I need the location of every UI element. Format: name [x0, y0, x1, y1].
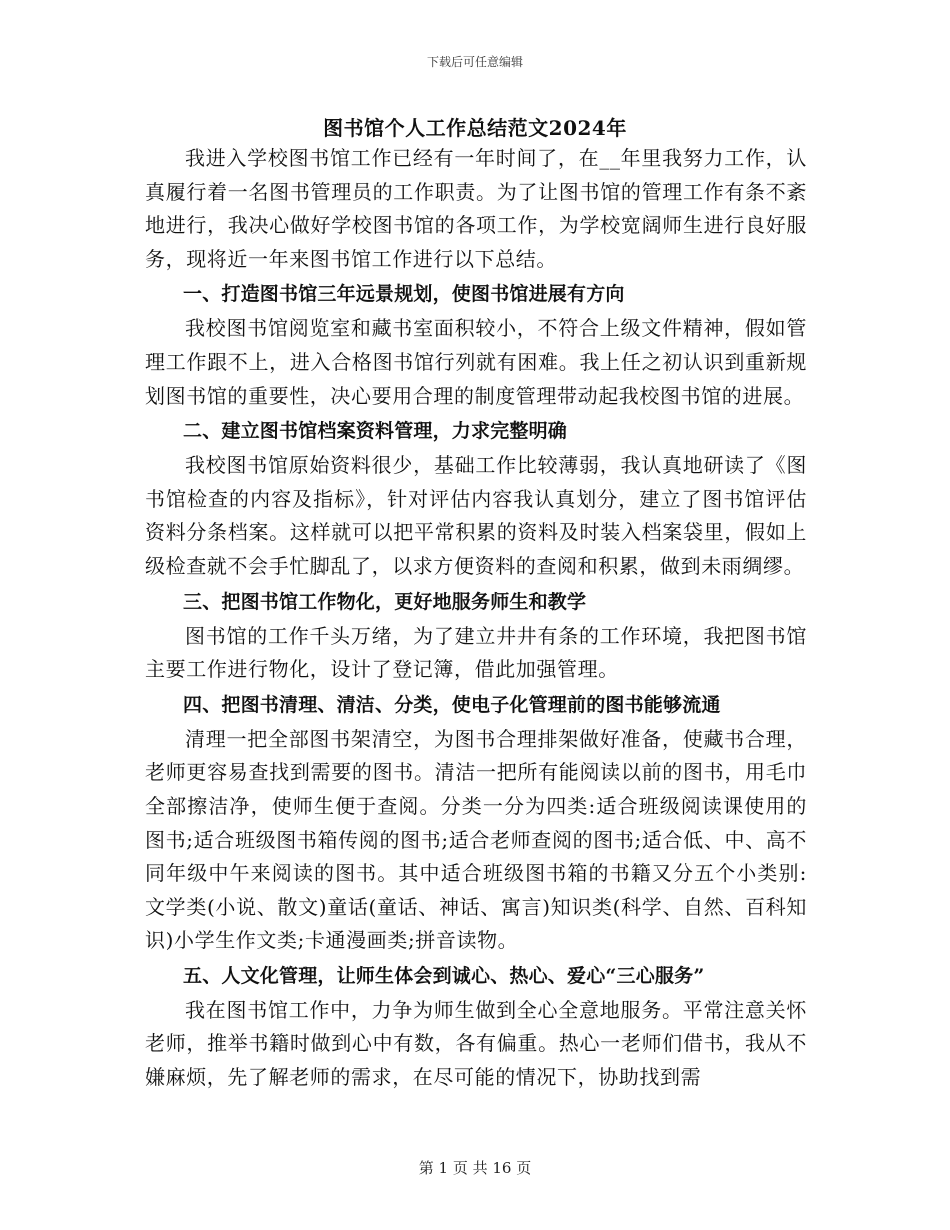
header-note: 下载后可任意编辑: [426, 55, 523, 69]
section-heading-1: 一、打造图书馆三年远景规划，使图书馆进展有方向: [183, 283, 625, 306]
document-body: [145, 142, 807, 1095]
section-heading-5: 五、人文化管理，让师生体会到诚心、热心、爱心“三心服务”: [183, 964, 705, 987]
intro-paragraph: 我进入学校图书馆工作已经有一年时间了，在__年里我努力工作，认真履行着一名图书管理员的工作职责。为了让图书馆的管理工作有条不紊地进行，我决心做好学校图书馆的各项工作，为学校宽阔师生进行良好服务，现将近一年来图书馆工作进行以下总结。: [145, 146, 807, 271]
section-body-2: 我校图书馆原始资料很少，基础工作比较薄弱，我认真地研读了《图书馆检查的内容及指标》，针对评估内容我认真划分，建立了图书馆评估资料分条档案。这样就可以把平常积累的资料及时装入档案袋里，假如上级检查就不会手忙脚乱了，以求方便资料的查阅和积累，做到未雨绸缪。: [145, 453, 807, 578]
section-heading-2: 二、建立图书馆档案资料管理，力求完整明确: [183, 420, 568, 443]
document-title: 图书馆个人工作总结范文2024年: [323, 116, 627, 140]
section-body-5: 我在图书馆工作中，力争为师生做到全心全意地服务。平常注意关怀老师，推举书籍时做到心中有数，各有偏重。热心一老师们借书，我从不嫌麻烦，先了解老师的需求，在尽可能的情况下，协助找到需: [145, 997, 807, 1090]
section-heading-3: 三、把图书馆工作物化，更好地服务师生和教学: [183, 590, 587, 613]
page-footer: 第 1 页 共 16 页: [418, 1159, 532, 1177]
section-heading-4: 四、把图书清理、清洁、分类，使电子化管理前的图书能够流通: [183, 693, 721, 716]
section-body-4: 清理一把全部图书架清空，为图书合理排架做好准备，使藏书合理，老师更容易查找到需要的图书。清洁一把所有能阅读以前的图书，用毛巾全部擦洁净，使师生便于查阅。分类一分为四类:适合班级阅读课使用的图书;适合班级图书箱传阅的图书;适合老师查阅的图书;适合低、中、高不同年级中午来阅读的图书。其中适合班级图书箱的书籍又分五个小类别:文学类(小说、散文)童话(童话、神话、寓言)知识类(科学、自然、百科知识)小学生作文类;卡通漫画类;拼音读物。: [145, 726, 807, 953]
section-body-3: 图书馆的工作千头万绪，为了建立井井有条的工作环境，我把图书馆主要工作进行物化，设计了登记簿，借此加强管理。: [145, 623, 807, 682]
section-body-1: 我校图书馆阅览室和藏书室面积较小，不符合上级文件精神，假如管理工作跟不上，进入合格图书馆行列就有困难。我上任之初认识到重新规划图书馆的重要性，决心要用合理的制度管理带动起我校图书馆的进展。: [145, 316, 807, 408]
